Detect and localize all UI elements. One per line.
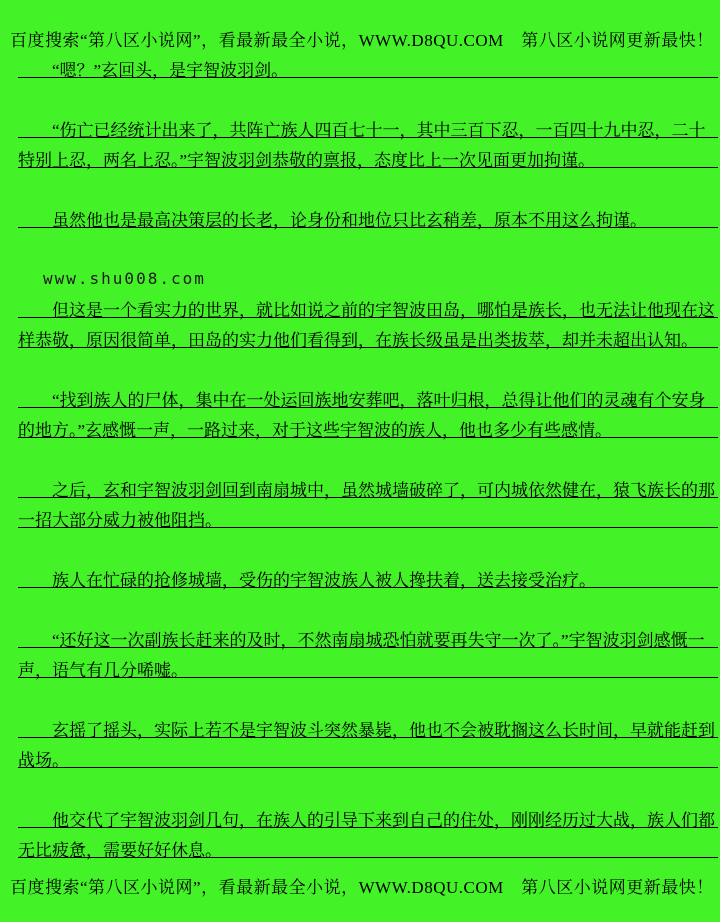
header-site-notice: 百度搜索“第八区小说网”，看最新最全小说，WWW.D8QU.COM 第八区小说网更新最快！: [10, 31, 714, 50]
paragraph-group-bottom: [18, 296, 718, 866]
novel-paragraph: 他交代了宇智波羽剑几句，在族人的引导下来到自己的住处，刚刚经历过大战，族人们都无比疲惫，需要好好休息。: [18, 806, 718, 866]
novel-paragraph: “伤亡已经统计出来了，共阵亡族人四百七十一，其中三百下忍，一百四十九中忍，二十特别上忍，两名上忍。”宇智波羽剑恭敬的禀报，态度比上一次见面更加拘谨。: [18, 116, 718, 176]
novel-paragraph: 之后，玄和宇智波羽剑回到南扇城中，虽然城墙破碎了，可内城依然健在，猿飞族长的那一招大部分威力被他阻挡。: [18, 476, 718, 536]
paragraph-group-top: [18, 56, 718, 236]
footer-site-notice: 百度搜索“第八区小说网”，看最新最全小说，WWW.D8QU.COM 第八区小说网更新最快！: [10, 878, 714, 897]
novel-paragraph: “找到族人的尸体，集中在一处运回族地安葬吧，落叶归根，总得让他们的灵魂有个安身的地方。”玄感慨一声，一路过来，对于这些宇智波的族人，他也多少有些感情。: [18, 386, 718, 446]
novel-reader-page: [0, 26, 720, 922]
novel-paragraph: 玄摇了摇头，实际上若不是宇智波斗突然暴毙，他也不会被耽搁这么长时间，早就能赶到战场。: [18, 716, 718, 776]
watermark-text: www.shu008.com: [43, 269, 206, 288]
novel-paragraph: “嗯？”玄回头，是宇智波羽剑。: [18, 56, 718, 86]
novel-paragraph: 但这是一个看实力的世界，就比如说之前的宇智波田岛，哪怕是族长，也无法让他现在这样恭敬，原因很简单，田岛的实力他们看得到，在族长级虽是出类拔萃，却并未超出认知。: [18, 296, 718, 356]
novel-paragraph: 虽然他也是最高决策层的长老，论身份和地位只比玄稍差，原本不用这么拘谨。: [18, 206, 718, 236]
novel-paragraph: “还好这一次副族长赶来的及时，不然南扇城恐怕就要再失守一次了。”宇智波羽剑感慨一声，语气有几分唏嘘。: [18, 626, 718, 686]
novel-paragraph: 族人在忙碌的抢修城墙，受伤的宇智波族人被人搀扶着，送去接受治疗。: [18, 566, 718, 596]
novel-content: [18, 56, 718, 866]
